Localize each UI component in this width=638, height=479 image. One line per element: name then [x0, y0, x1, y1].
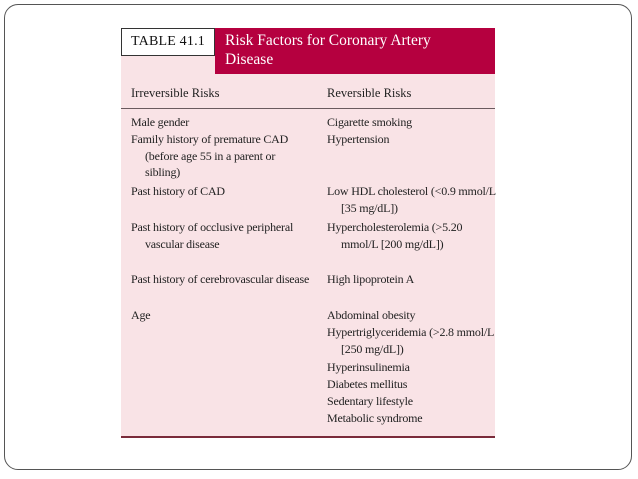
table-title-line-2: Disease	[225, 51, 274, 68]
risk-factors-table	[121, 28, 495, 438]
reversible-item: Hypertension	[327, 132, 390, 146]
irreversible-item: Age	[131, 308, 151, 322]
irreversible-item: Past history of CAD	[131, 184, 225, 198]
reversible-item: Cigarette smoking	[327, 115, 412, 129]
column-header-row	[121, 84, 495, 109]
column-header-reversible: Reversible Risks	[327, 86, 412, 100]
reversible-item: Hyperinsulinemia	[327, 360, 410, 374]
table-header	[121, 28, 495, 74]
table-number-label: TABLE 41.1	[131, 34, 205, 49]
reversible-item: Abdominal obesity	[327, 308, 416, 322]
table-number	[121, 28, 215, 56]
reversible-item: Sedentary lifestyle	[327, 394, 413, 408]
irreversible-item: Family history of premature CAD (before age 55 in a parent or sibling)	[131, 132, 289, 179]
reversible-item: Metabolic syndrome	[327, 411, 423, 425]
column-header-irreversible: Irreversible Risks	[131, 86, 220, 100]
reversible-item: Hypertriglyceridemia (>2.8 mmol/L [250 mg/dL])	[327, 325, 494, 356]
irreversible-item: Past history of occlusive peripheral vascular disease	[131, 220, 294, 251]
irreversible-item: Male gender	[131, 115, 190, 129]
irreversible-item: Past history of cerebrovascular disease	[131, 272, 310, 286]
reversible-item: High lipoprotein A	[327, 272, 415, 286]
reversible-item: Hypercholesterolemia (>5.20 mmol/L [200 mg/dL])	[327, 220, 463, 251]
reversible-item: Low HDL cholesterol (<0.9 mmol/L [35 mg/dL])	[327, 184, 496, 215]
reversible-item: Diabetes mellitus	[327, 377, 408, 391]
table-title-line-1: Risk Factors for Coronary Artery	[225, 32, 431, 49]
table-title	[215, 28, 495, 74]
